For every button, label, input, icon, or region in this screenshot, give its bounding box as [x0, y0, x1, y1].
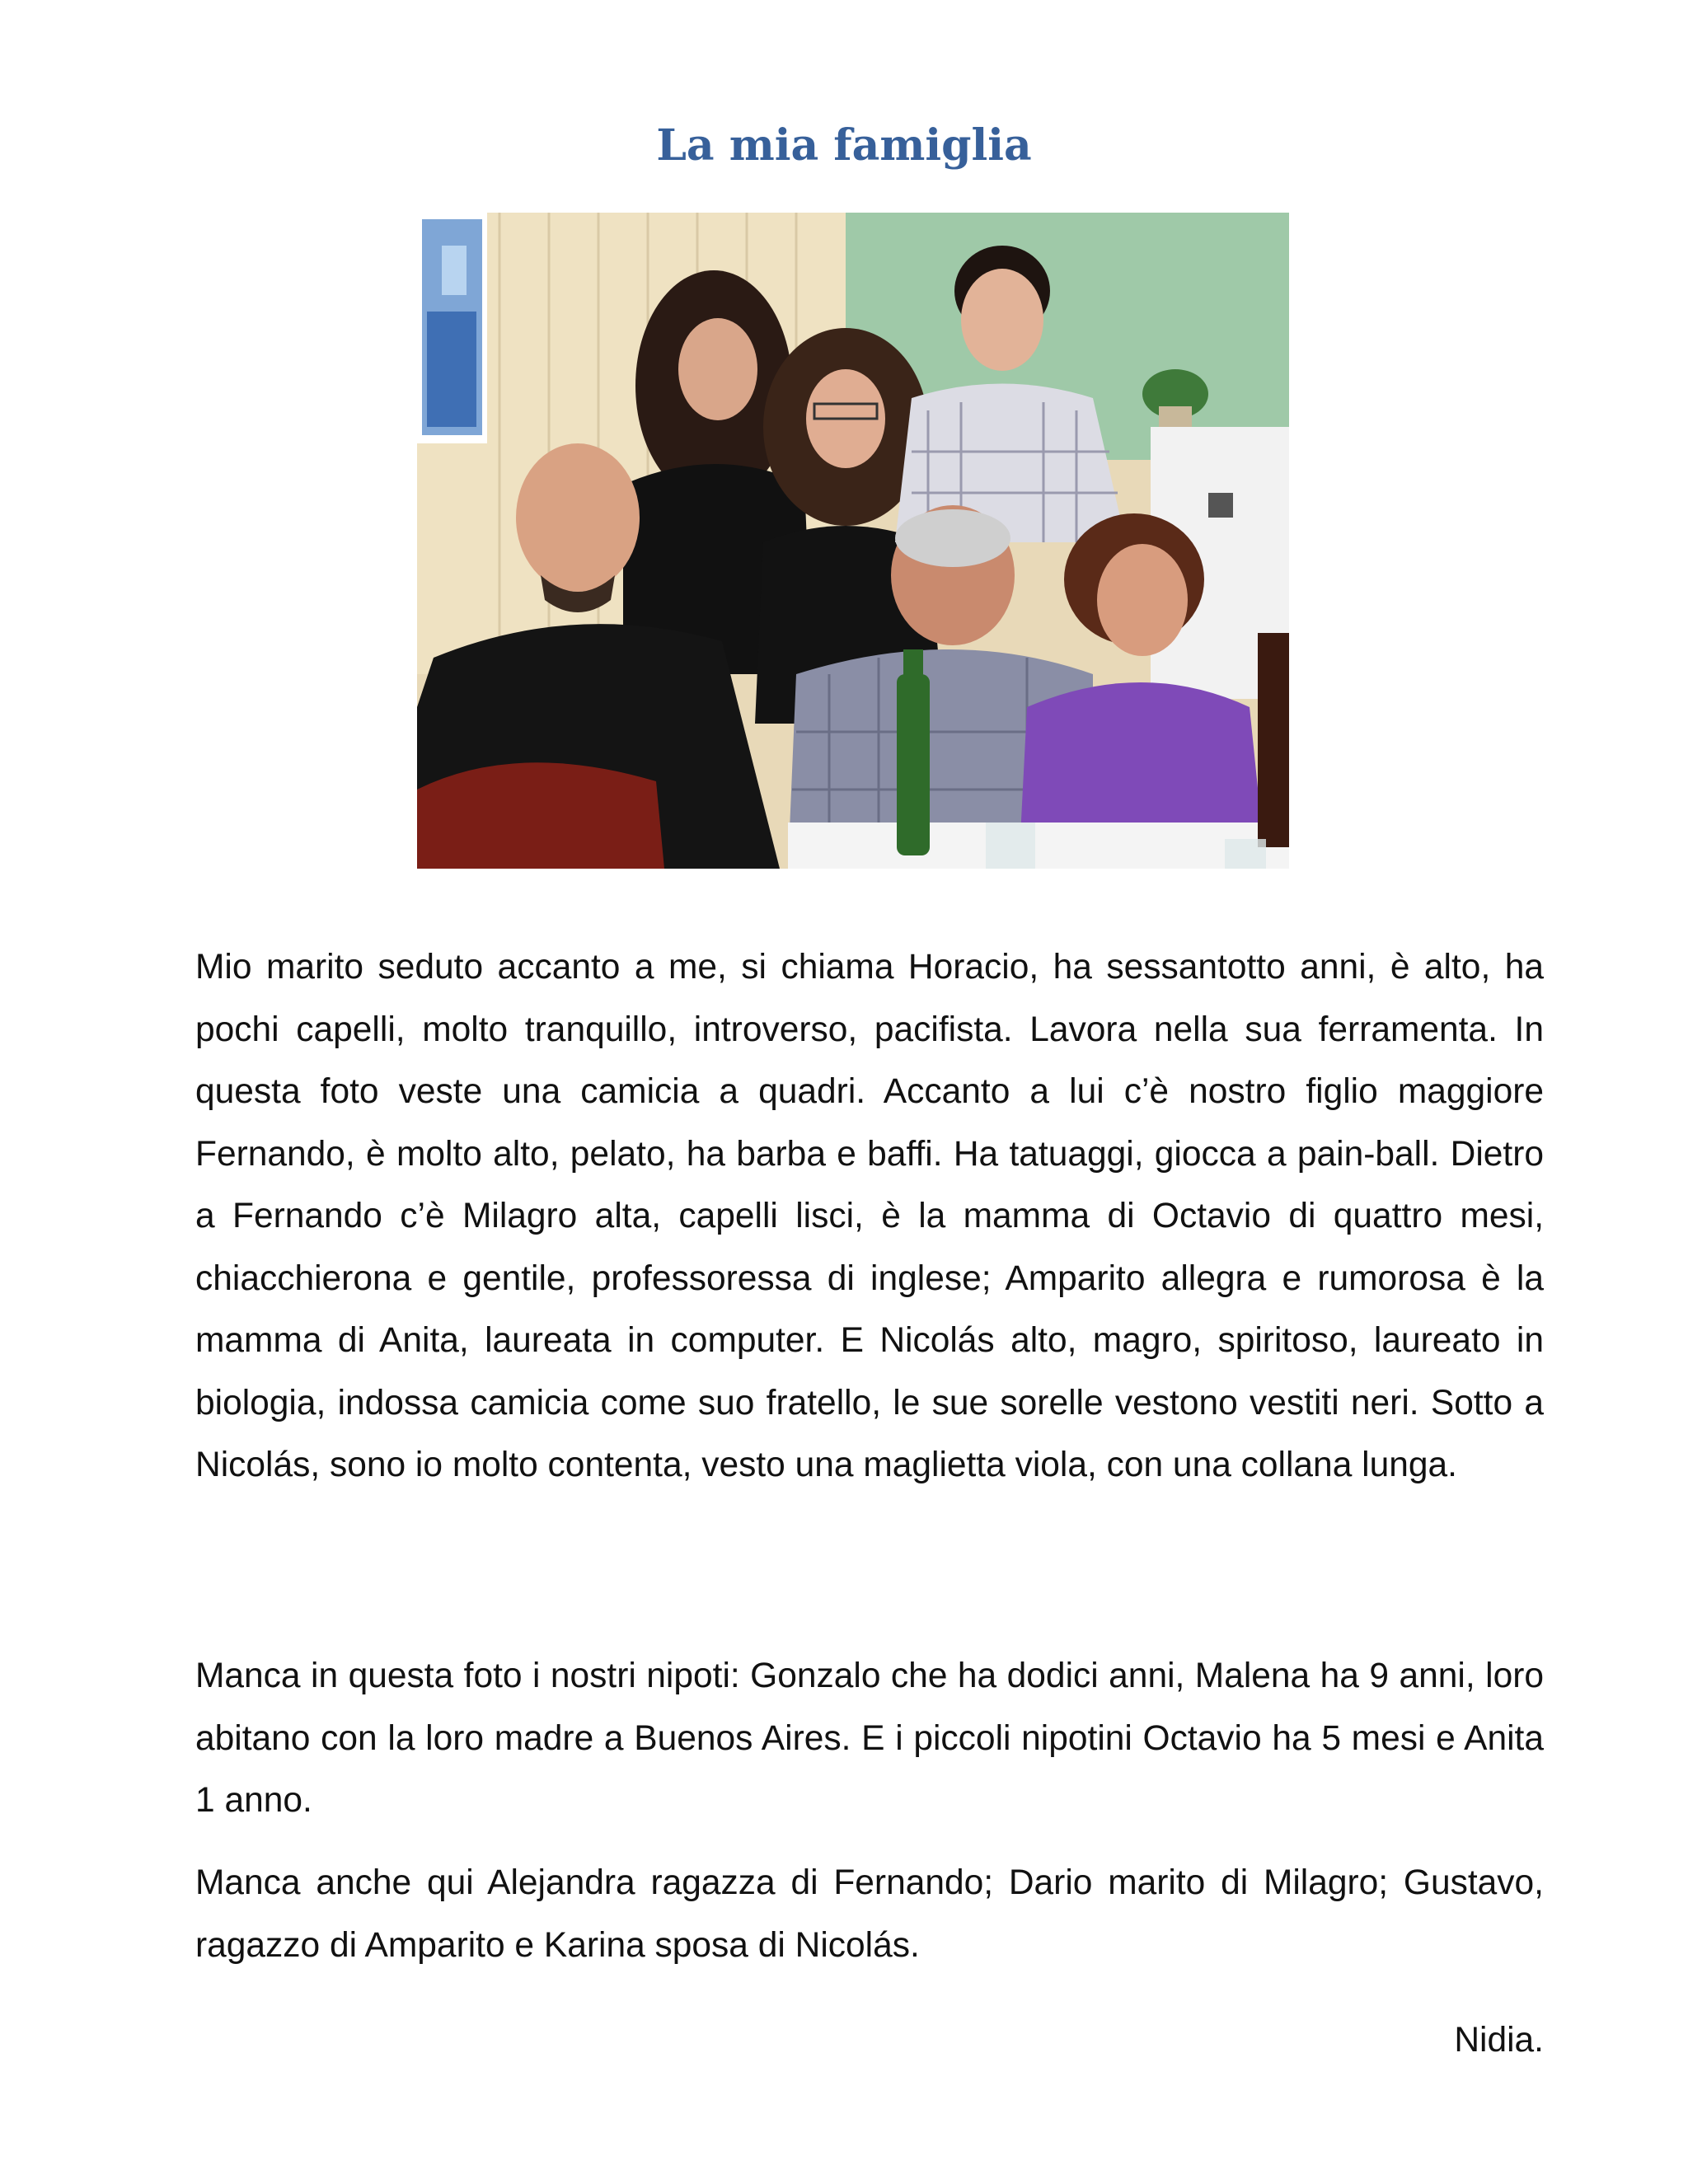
page-title: La mia famiglia — [656, 120, 1032, 171]
signature: Nidia. — [1454, 2021, 1544, 2060]
paragraph-missing-partners: Manca anche qui Alejandra ragazza di Fernando; Dario marito di Milagro; Gustavo, ragazzo di Amparito e Karina sposa di Nicolás. — [195, 1863, 1544, 1965]
paragraph-grandchildren: Manca in questa foto i nostri nipoti: Gonzalo che ha dodici anni, Malena ha 9 anni, loro abitano con la loro madre a Buenos Aires. E i piccoli nipotini Octavio ha 5 mesi e Anita 1 anno. — [195, 1657, 1544, 1820]
family-photo — [417, 213, 1289, 869]
paragraph-family-description: Mio marito seduto accanto a me, si chiama Horacio, ha sessantotto anni, è alto, ha pochi capelli, molto tranquillo, introverso, pacifista. Lavora nella sua ferramenta. In questa foto veste una camicia a quadri. Accanto a lui c’è nostro figlio maggiore Fernando, è molto alto, pelato, ha barba e baffi. Ha tatuaggi, giocca a pain-ball. Dietro a Fernando c’è Milagro alta, capelli lisci, è la mamma di Octavio di quattro mesi, chiacchierona e gentile, professoressa di inglese; Amparito allegra e rumorosa è la mamma di Anita, laureata in computer. E Nicolás alto, magro, spiritoso, laureato in biologia, indossa camicia come suo fratello, le sue sorelle vestono vestiti neri. Sotto a Nicolás, sono io molto contenta, vesto una maglietta viola, con una collana lunga. — [195, 948, 1544, 1484]
